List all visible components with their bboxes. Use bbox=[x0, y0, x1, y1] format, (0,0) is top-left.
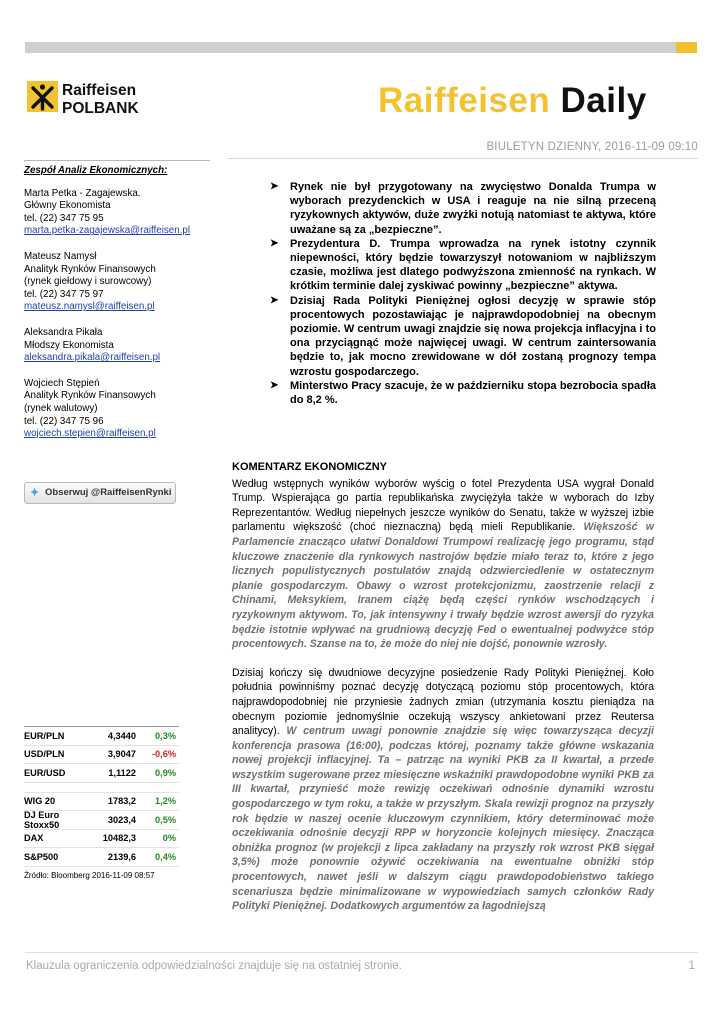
instrument-name: DAX bbox=[24, 833, 44, 844]
title-daily: Daily bbox=[560, 81, 647, 120]
bulletin-date: BIULETYN DZIENNY, 2016-11-09 09:10 bbox=[486, 141, 698, 153]
instrument-change: 0,3% bbox=[155, 730, 176, 741]
market-row bbox=[24, 793, 179, 812]
team-title: Zespół Analiz Ekonomicznych: bbox=[24, 165, 168, 176]
page-title bbox=[378, 78, 647, 124]
instrument-value: 3,9047 bbox=[107, 749, 136, 760]
contact-card bbox=[24, 378, 210, 441]
bullet-text: Prezydentura D. Trumpa wprowadza na rynek istotny czynnik niepewności, który będzie towarzyszył notowaniom w najbliższym czasie, możliwa jest dlatego podwyższona zmienność na rynkach. W krótkim terminie dalej zyskiwać powinny „bezpieczne” aktywa. bbox=[290, 237, 656, 293]
commentary-text: Według wstępnych wyników wyborów wyścig o fotel Prezydenta USA wygrał Donald Trump. Wspierająca go partia republikańska zwyciężyła także w wyborach do Izby Reprezentantów. Według niepełnych jeszcze wyników do Senatu, także w wyższej izbie parlamentu większość (choć nieznaczną) będą mieli Republikanie. bbox=[232, 477, 654, 534]
arrow-bullet-icon: ➤ bbox=[270, 237, 279, 249]
top-bar bbox=[25, 42, 697, 53]
contact-email-link[interactable]: aleksandra.pikala@raiffeisen.pl bbox=[24, 352, 161, 364]
contact-extra: (rynek giełdowy i surowcowy) bbox=[24, 276, 152, 288]
instrument-value: 1783,2 bbox=[107, 796, 136, 807]
instrument-name: WIG 20 bbox=[24, 796, 56, 807]
arrow-bullet-icon: ➤ bbox=[270, 181, 279, 192]
bullet-text: Dzisiaj Rada Polityki Pieniężnej ogłosi decyzję w sprawie stóp procentowych pozostawiając je najprawdopodobniej na obecnym poziomie. W centrum uwagi znajdzie się nowa projekcja inflacyjna i to ona przyciągnąć może najwięcej uwagi. W centrum zaintersowania będzie to, jak mocno zrewidowane w dół zostaną prognozy tempa wzrostu gospodarczego. bbox=[290, 294, 656, 378]
commentary-emphasis: Większość w Parlamencie znacząco ułatwi Donaldowi Trumpowi realizację jego programu, stąd kluczowe znaczenie dla rynkowych nastrojów będzie miało teraz to, które z jego licznych populistycznych postulatów znajdą odzwierciedlenie w ostatecznym planie gospodarczym. Obawy o wzrost protekcjonizmu, zaostrzenie relacji z Chinami, Meksykiem, Iranem ciążę będą części rynków wschodzących i ryzykownym aktywom. To, jak intensywny i trwały będzie wzrost awersji do ryzyka będzie istotnie wpływać na grudniową decyzję Fed o ewentualnej podwyżce stóp procentowych. Szanse na to, że może do niej nie dojść, ponownie wzrosły. bbox=[232, 521, 654, 651]
economic-commentary bbox=[232, 460, 654, 928]
team-divider bbox=[24, 160, 210, 161]
market-row bbox=[24, 830, 179, 849]
contact-card bbox=[24, 251, 210, 314]
instrument-name: S&P500 bbox=[24, 851, 59, 862]
instrument-change: -0,6% bbox=[151, 749, 176, 760]
logo-line-2: POLBANK bbox=[62, 100, 139, 117]
bullet-item bbox=[270, 180, 656, 237]
market-row bbox=[24, 727, 179, 746]
contact-name: Wojciech Stępień bbox=[24, 377, 100, 389]
instrument-value: 3023,4 bbox=[107, 814, 136, 825]
key-points bbox=[270, 180, 656, 407]
twitter-bird-icon: ✦ bbox=[30, 487, 40, 499]
instrument-name: EUR/USD bbox=[24, 767, 66, 778]
instrument-value: 1,1122 bbox=[108, 767, 136, 778]
bullet-item bbox=[270, 294, 656, 379]
commentary-emphasis: W centrum uwagi ponownie znajdzie się więc towarzysząca decyzji konferencja prasowa (16:00), podczas której, poznamy także główne wskazania nowej projekcji inflacyjnej. Ta – patrząc na wyniki PKB za II kwartał, a przede wszystkim sugerowane przez miesięczne wskaźniki prawdopodobne wyniki PKB za III kwartał, przynieść może rewizję oczekiwań odnośnie dynamiki wzrostu gospodarczego w tym roku, a także w przyszłym. Skala rewizji prognoz na przyszły rok będzie w naszej ocenie kluczowym czynnikiem, który determinować może oczekiwania odnośnie decyzji RPP w horyzoncie kolejnych miesięcy. Znacząca obniżka prognoz (w projekcji z lipca zakładany na przyszły rok wzrost PKB sięgał 3,5%) może ponownie ożywić oczekiwania na ewentualne obniżki stóp procentowych, nawet jeśli w dalszym ciągu prawdopodobieństwo takiego scenariusza będzie minimalizowane w wypowiedziach samych członków Rady Polityki Pieniężnej. Dodatkowych argumentów za łagodniejszą bbox=[232, 725, 654, 913]
commentary-heading: KOMENTARZ EKONOMICZNY bbox=[232, 461, 388, 473]
bullet-text: Rynek nie był przygotowany na zwycięstwo Donalda Trumpa w wyborach prezydenckich w USA i reaguje na nie silną przeceną ryzykownych aktywów, duże zwyżki notują natomiast te aktywa, które uważane są za „bezpieczne”. bbox=[290, 181, 656, 236]
contact-role: Analityk Rynków Finansowych bbox=[24, 263, 156, 275]
source-timestamp: 2016-11-09 08:57 bbox=[92, 870, 155, 880]
bullet-item bbox=[270, 237, 656, 294]
market-source bbox=[24, 871, 179, 880]
instrument-name: USD/PLN bbox=[24, 749, 65, 760]
twitter-follow-button[interactable] bbox=[24, 482, 176, 504]
instrument-value: 10482,3 bbox=[102, 833, 136, 844]
market-table-gap bbox=[24, 783, 179, 793]
instrument-name: EUR/PLN bbox=[24, 730, 65, 741]
source-label: Źródło: Bloomberg bbox=[24, 870, 90, 880]
contact-email-link[interactable]: marta.petka-zagajewska@raiffeisen.pl bbox=[24, 225, 191, 237]
instrument-change: 1,2% bbox=[155, 796, 176, 807]
footer-divider bbox=[25, 952, 698, 953]
contact-extra: (rynek walutowy) bbox=[24, 402, 98, 414]
arrow-bullet-icon: ➤ bbox=[270, 294, 279, 306]
contact-card bbox=[24, 327, 210, 365]
title-raiffeisen: Raiffeisen bbox=[378, 81, 551, 120]
arrow-bullet-icon: ➤ bbox=[270, 379, 279, 391]
contact-phone: tel. (22) 347 75 96 bbox=[24, 415, 104, 427]
logo-text bbox=[62, 82, 139, 118]
logo-line-1: Raiffeisen bbox=[62, 82, 137, 99]
market-row bbox=[24, 764, 179, 783]
top-bar-accent bbox=[676, 42, 697, 53]
instrument-change: 0% bbox=[162, 833, 176, 844]
page-number: 1 bbox=[688, 958, 695, 972]
market-row bbox=[24, 848, 179, 867]
instrument-name: DJ Euro Stoxx50 bbox=[24, 809, 60, 830]
contact-name: Marta Petka - Zagajewska. bbox=[24, 187, 141, 199]
bullet-text: Minterstwo Pracy szacuje, że w październiku stopa bezrobocia spadła do 8,2 %. bbox=[290, 379, 656, 407]
instrument-change: 0,4% bbox=[155, 851, 176, 862]
bullet-item bbox=[270, 379, 656, 407]
team-contacts bbox=[24, 160, 210, 454]
twitter-follow-label: Obserwuj @RaiffeisenRynki bbox=[45, 487, 172, 498]
instrument-change: 0,5% bbox=[155, 814, 176, 825]
market-table bbox=[24, 726, 179, 880]
contact-role: Młodszy Ekonomista bbox=[24, 339, 114, 351]
market-row bbox=[24, 746, 179, 765]
instrument-change: 0,9% bbox=[155, 767, 176, 778]
contact-role: Główny Ekonomista bbox=[24, 200, 111, 212]
contact-email-link[interactable]: wojciech.stepien@raiffeisen.pl bbox=[24, 428, 156, 440]
date-divider bbox=[228, 158, 698, 159]
instrument-value: 4,3440 bbox=[107, 730, 136, 741]
footer-disclaimer: Klauzula ograniczenia odpowiedzialności znajduje się na ostatniej stronie. bbox=[26, 960, 402, 972]
contact-role: Analityk Rynków Finansowych bbox=[24, 390, 156, 402]
commentary-paragraph bbox=[232, 666, 654, 914]
contact-name: Mateusz Namysł bbox=[24, 250, 97, 262]
instrument-value: 2139,6 bbox=[107, 851, 136, 862]
contact-phone: tel. (22) 347 75 95 bbox=[24, 212, 104, 224]
contact-email-link[interactable]: mateusz.namysl@raiffeisen.pl bbox=[24, 301, 155, 313]
contact-phone: tel. (22) 347 75 97 bbox=[24, 288, 104, 300]
commentary-text: Dzisiaj kończy się dwudniowe decyzyjne posiedzenie Rady Polityki Pieniężnej. Koło południa powinniśmy poznać decyzję dotyczącą poziomu stóp procentowych, która najprawdopodobniej nie przyniesie żadnych zmian (utrzymania kosztu pieniądza na obecnym poziomie jednomyślnie oczekują wszyscy ankietowani przez Reutersa analitycy). bbox=[232, 666, 654, 738]
market-row bbox=[24, 811, 179, 830]
contact-card bbox=[24, 188, 210, 238]
contact-name: Aleksandra Pikała bbox=[24, 326, 103, 338]
commentary-paragraph bbox=[232, 477, 654, 652]
